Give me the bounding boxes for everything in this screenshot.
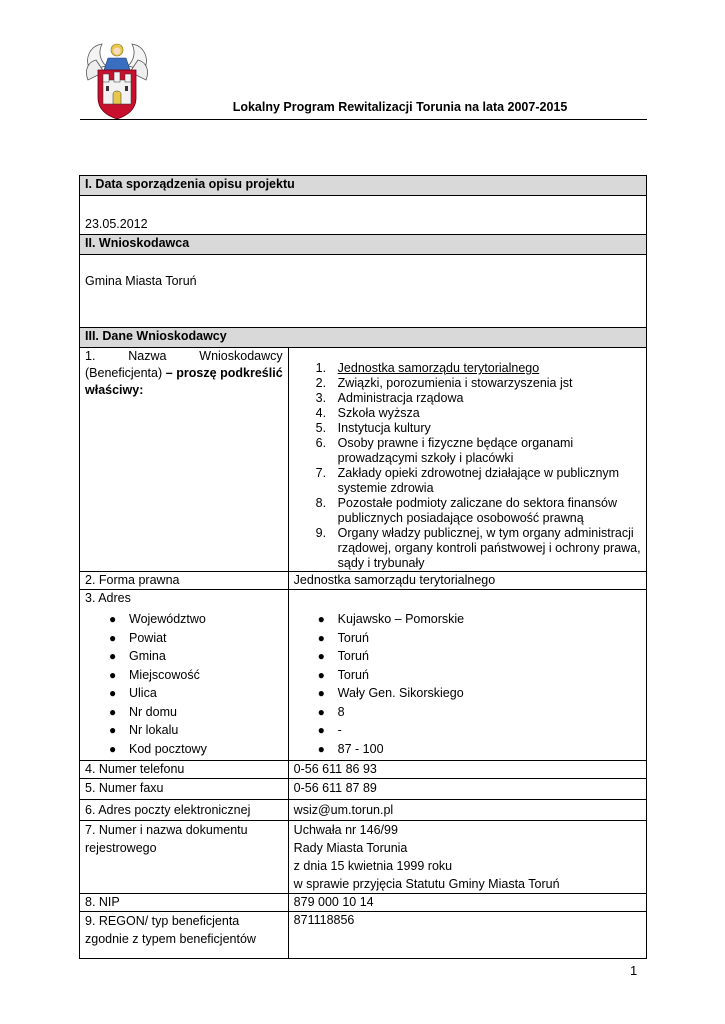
bullet-icon: ● [109, 723, 117, 737]
beneficiary-type-num: 3. [315, 391, 327, 405]
beneficiary-type-num: 8. [315, 496, 327, 510]
bullet-icon: ● [317, 649, 325, 663]
address-field [109, 703, 283, 722]
address-value-list [294, 610, 641, 758]
bullet-icon: ● [317, 630, 325, 645]
address-field-label: Powiat [129, 630, 167, 645]
address-field-list [85, 610, 283, 758]
address-field [109, 740, 283, 759]
beneficiary-label-number: 1. [85, 349, 96, 363]
regon-label-line-1: 9. REGON/ typ beneficjenta [85, 914, 240, 928]
regon-label-cell [80, 912, 289, 959]
beneficiary-type-num: 7. [315, 466, 327, 480]
beneficiary-type-num: 9. [315, 526, 327, 540]
address-value-text: 87 - 100 [337, 741, 384, 756]
beneficiary-type-num: 2. [315, 376, 327, 390]
email-row [80, 800, 647, 821]
beneficiary-type-item [315, 406, 641, 421]
beneficiary-type-item [315, 361, 641, 376]
bullet-icon: ● [317, 704, 325, 719]
beneficiary-type-options [288, 348, 646, 572]
regon-value: 871118856 [288, 912, 646, 959]
beneficiary-label-word-1: Nazwa [128, 349, 167, 363]
nip-row [80, 894, 647, 912]
address-value [317, 721, 641, 740]
address-field [109, 647, 283, 666]
fax-value: 0-56 611 87 89 [288, 779, 646, 800]
beneficiary-type-label [80, 348, 289, 572]
section-2-value-row [80, 255, 647, 328]
section-1-value-row [80, 196, 647, 235]
address-field [109, 684, 283, 703]
beneficiary-type-selected: Jednostka samorządu terytorialnego [337, 361, 540, 375]
address-value-cell [288, 590, 646, 761]
registry-line: Uchwała nr 146/99 [293, 823, 398, 837]
beneficiary-label-instruction: – proszę podkreślić właściwy: [85, 366, 283, 397]
beneficiary-label-first-line [85, 348, 283, 365]
beneficiary-type-text: Osoby prawne i fizyczne będące organami prowadzącymi szkoły i placówki [337, 436, 574, 465]
registry-line: z dnia 15 kwietnia 1999 roku [293, 859, 453, 873]
address-field-label: Miejscowość [129, 667, 200, 682]
address-field [109, 629, 283, 648]
registry-document-row [80, 821, 647, 894]
beneficiary-type-text: Administracja rządowa [337, 391, 464, 405]
registry-label-line-1: 7. Numer i nazwa dokumentu [85, 823, 248, 837]
address-field-label: Gmina [129, 649, 166, 663]
address-value [317, 647, 641, 666]
regon-label-line-2: zgodnie z typem beneficjentów [85, 932, 256, 946]
phone-value: 0-56 611 86 93 [288, 761, 646, 779]
bullet-icon: ● [109, 612, 117, 626]
email-label: 6. Adres poczty elektronicznej [80, 800, 289, 821]
address-row [80, 590, 647, 761]
phone-row [80, 761, 647, 779]
beneficiary-type-num: 6. [315, 436, 327, 450]
header-title: Lokalny Program Rewitalizacji Torunia na lata 2007-2015 [232, 100, 568, 114]
bullet-icon: ● [109, 686, 117, 700]
address-field-label: Kod pocztowy [129, 741, 207, 756]
section-2-header-row [80, 235, 647, 255]
email-value: wsiz@um.torun.pl [288, 800, 646, 821]
address-value [317, 629, 641, 648]
address-field [109, 721, 283, 740]
beneficiary-type-item [315, 376, 641, 391]
registry-value-cell [288, 821, 646, 894]
registry-label-cell [80, 821, 289, 894]
beneficiary-type-item [315, 436, 641, 466]
header-divider [80, 119, 647, 120]
fax-label: 5. Numer faxu [80, 779, 289, 800]
bullet-icon: ● [109, 741, 117, 756]
section-1-header-row [80, 176, 647, 196]
beneficiary-type-text: Pozostałe podmioty zaliczane do sektora finansów publicznych posiadające osobowość prawną [337, 496, 617, 525]
beneficiary-type-num: 5. [315, 421, 327, 435]
beneficiary-type-item [315, 391, 641, 406]
regon-row [80, 912, 647, 959]
address-field-label: Województwo [129, 612, 206, 626]
bullet-icon: ● [109, 630, 117, 645]
nip-label: 8. NIP [80, 894, 289, 912]
beneficiary-type-item [315, 526, 641, 571]
legal-form-label: 2. Forma prawna [80, 572, 289, 590]
address-label-cell [80, 590, 289, 761]
section-1-title: I. Data sporządzenia opisu projektu [80, 176, 647, 196]
address-value [317, 610, 641, 629]
applicant-name: Gmina Miasta Toruń [80, 255, 647, 328]
beneficiary-type-item [315, 421, 641, 436]
address-value-text: Toruń [337, 667, 369, 682]
preparation-date: 23.05.2012 [80, 196, 647, 235]
address-value-text: 8 [337, 704, 345, 719]
address-label: 3. Adres [85, 591, 131, 605]
bullet-icon: ● [109, 667, 117, 682]
beneficiary-type-text: Instytucja kultury [337, 421, 431, 435]
address-value-text: Wały Gen. Sikorskiego [337, 686, 464, 700]
bullet-icon: ● [317, 723, 325, 737]
address-value-text: Toruń [337, 649, 369, 663]
registry-line: Rady Miasta Torunia [293, 841, 408, 855]
bullet-icon: ● [109, 704, 117, 719]
beneficiary-type-row [80, 348, 647, 572]
phone-label: 4. Numer telefonu [80, 761, 289, 779]
beneficiary-type-num: 4. [315, 406, 327, 420]
address-value [317, 740, 641, 759]
torun-crest-logo [84, 40, 150, 120]
registry-line: w sprawie przyjęcia Statutu Gminy Miasta Toruń [293, 877, 560, 891]
beneficiary-type-item [315, 496, 641, 526]
address-value [317, 666, 641, 685]
page-number: 1 [630, 963, 638, 978]
section-3-title: III. Dane Wnioskodawcy [80, 328, 647, 348]
legal-form-row [80, 572, 647, 590]
registry-label-line-2: rejestrowego [85, 841, 157, 855]
bullet-icon: ● [109, 649, 117, 663]
project-description-table [79, 175, 647, 959]
beneficiary-type-text: Zakłady opieki zdrowotnej działające w publicznym systemie zdrowia [337, 466, 620, 495]
fax-row [80, 779, 647, 800]
beneficiary-type-text: Związki, porozumienia i stowarzyszenia jst [337, 376, 573, 390]
address-value-text: Kujawsko – Pomorskie [337, 612, 465, 626]
address-field [109, 666, 283, 685]
address-value [317, 684, 641, 703]
beneficiary-type-list [294, 361, 641, 571]
address-field [109, 610, 283, 629]
beneficiary-label-rest: (Beneficjenta) [85, 366, 163, 380]
address-field-label: Ulica [129, 686, 157, 700]
legal-form-value: Jednostka samorządu terytorialnego [288, 572, 646, 590]
beneficiary-label-word-2: Wnioskodawcy [199, 349, 283, 363]
beneficiary-type-text: Organy władzy publicznej, w tym organy administracji rządowej, organy kontroli państwowej i ochrony prawa, sądy i trybunały [337, 526, 641, 570]
address-value-text: - [337, 723, 342, 737]
beneficiary-type-item [315, 466, 641, 496]
beneficiary-type-num: 1. [315, 361, 327, 375]
address-field-label: Nr lokalu [129, 723, 179, 737]
nip-value: 879 000 10 14 [288, 894, 646, 912]
address-field-label: Nr domu [129, 704, 177, 719]
bullet-icon: ● [317, 741, 325, 756]
bullet-icon: ● [317, 612, 325, 626]
address-value [317, 703, 641, 722]
bullet-icon: ● [317, 667, 325, 682]
address-value-text: Toruń [337, 630, 369, 645]
section-3-header-row [80, 328, 647, 348]
bullet-icon: ● [317, 686, 325, 700]
section-2-title: II. Wnioskodawca [80, 235, 647, 255]
beneficiary-type-text: Szkoła wyższa [337, 406, 420, 420]
